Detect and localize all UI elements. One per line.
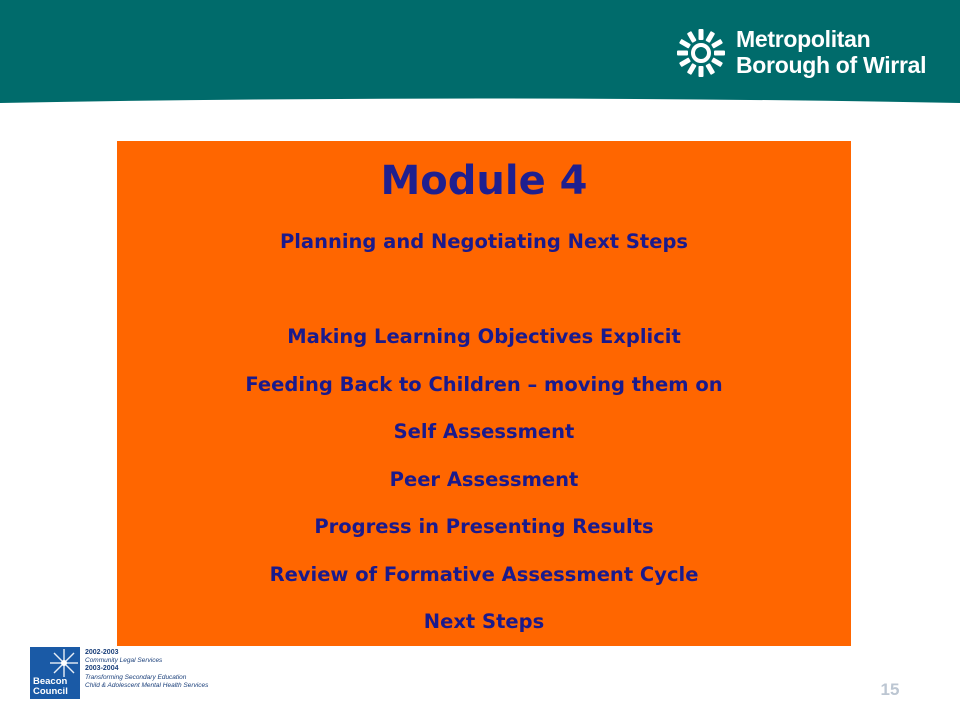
module-topic-item: Peer Assessment — [389, 467, 579, 491]
module-subtitle: Planning and Negotiating Next Steps — [279, 230, 689, 253]
beacon-badge-label-line2: Council — [33, 686, 68, 697]
module-topic-list — [117, 322, 851, 655]
beacon-badge-label-line1: Beacon — [33, 676, 68, 687]
beacon-badge-label — [33, 677, 68, 697]
beacon-award-year: 2002-2003 — [85, 649, 119, 656]
module-topic-item: Review of Formative Assessment Cycle — [269, 562, 699, 586]
council-name-line2: Borough of Wirral — [736, 52, 927, 78]
beacon-award-year: 2003-2004 — [85, 665, 119, 673]
module-topic-item: Self Assessment — [393, 420, 575, 443]
wirral-sunburst-icon — [676, 24, 726, 80]
module-topic-item: Making Learning Objectives Explicit — [287, 325, 681, 348]
council-logo — [676, 24, 946, 84]
module-topic-item: Next Steps — [423, 610, 545, 633]
module-topic-item: Progress in Presenting Results — [314, 515, 654, 538]
module-title: Module 4 — [380, 158, 588, 204]
beacon-council-badge — [30, 647, 230, 699]
beacon-award-service: Transforming Secondary Education — [85, 673, 187, 681]
beacon-awards-text — [85, 649, 208, 690]
beacon-badge — [30, 647, 80, 699]
module-topic-item: Feeding Back to Children – moving them on — [245, 372, 723, 396]
beacon-award-service: Child & Adolescent Mental Health Services — [85, 681, 209, 689]
page-number: 15 — [880, 680, 900, 699]
council-name-line1: Metropolitan — [736, 26, 871, 52]
council-name — [736, 26, 926, 78]
beacon-award-service: Community Legal Services — [85, 657, 163, 665]
module-content-box — [117, 141, 851, 646]
